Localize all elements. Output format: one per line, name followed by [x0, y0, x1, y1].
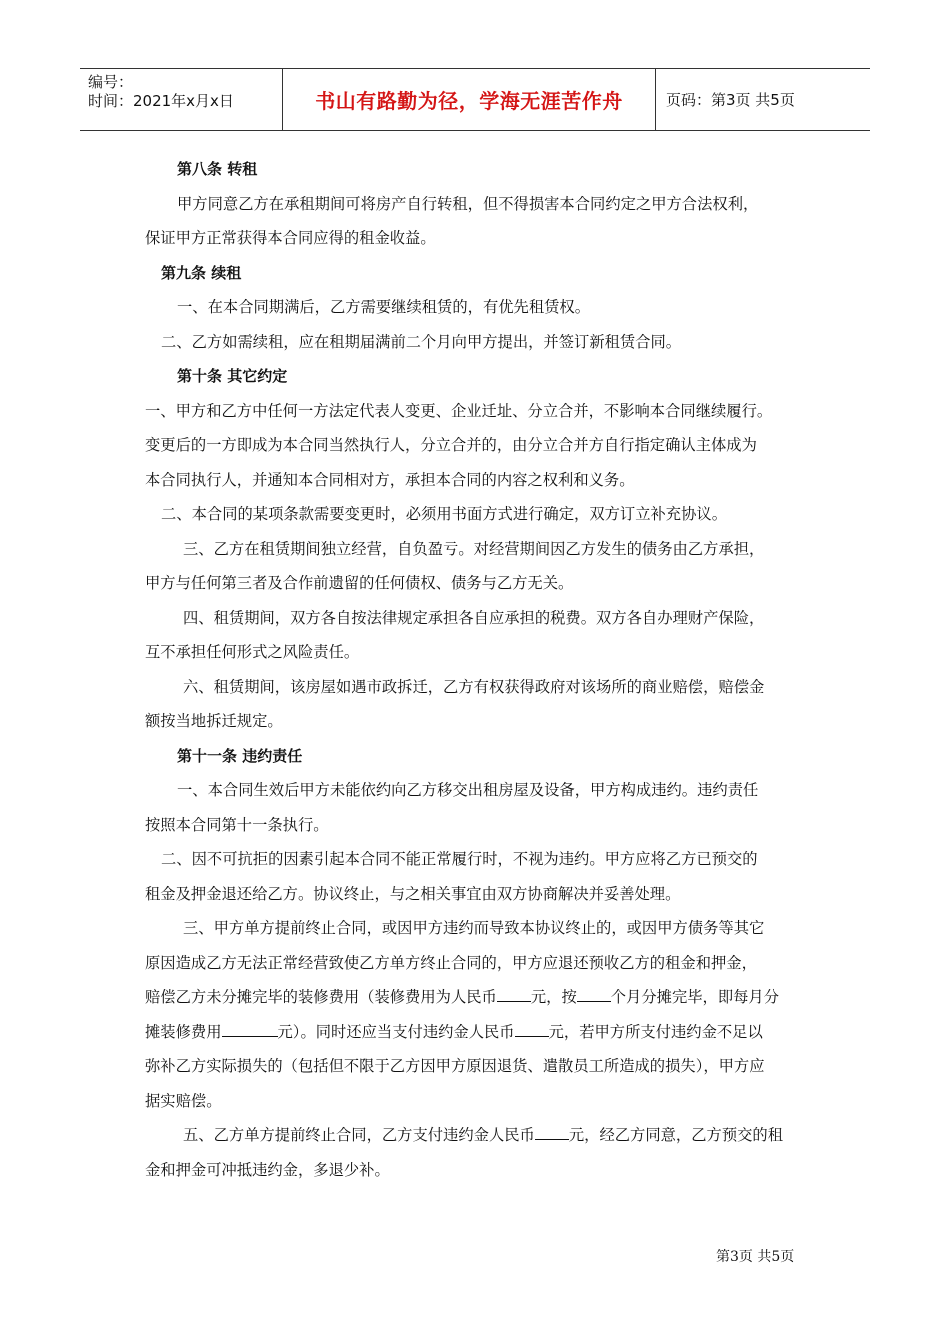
- page-header: [80, 68, 870, 131]
- fill-in-blank: [577, 987, 611, 1002]
- header-motto: 书山有路勤为径，学海无涯苦作舟: [315, 89, 623, 113]
- paragraph: 二、因不可抗拒的因素引起本合同不能正常履行时，不视为违约。甲方应将乙方已预交的: [161, 850, 758, 868]
- paragraph: 二、乙方如需续租，应在租期届满前二个月向甲方提出，并签订新租赁合同。: [161, 332, 682, 351]
- article-10-title: 第十条 其它约定: [177, 367, 288, 385]
- paragraph: 一、本合同生效后甲方未能依约向乙方移交出租房屋及设备，甲方构成违约。违约责任: [177, 781, 759, 799]
- paragraph: 六、租赁期间，该房屋如遇市政拆迁，乙方有权获得政府对该场所的商业赔偿，赔偿金: [183, 677, 765, 696]
- article-9-title: 第九条 续租: [161, 263, 242, 282]
- paragraph: 金和押金可冲抵违约金，多退少补。: [145, 1160, 390, 1179]
- text-segment: 个月分摊完毕，即每月分: [610, 988, 780, 1006]
- paragraph: 互不承担任何形式之风险责任。: [145, 643, 360, 661]
- paragraph: 甲方与任何第三者及合作前遗留的任何债权、债务与乙方无关。: [145, 574, 574, 592]
- document-body: [145, 152, 810, 1187]
- fill-in-blank: [222, 1022, 278, 1037]
- paragraph: 四、租赁期间，双方各自按法律规定承担各自应承担的税费。双方各自办理财产保险，: [183, 608, 765, 627]
- doc-date: 时间：2021年x月x日: [88, 92, 234, 110]
- paragraph: 额按当地拆迁规定。: [145, 712, 283, 730]
- fill-in-blank: [497, 987, 531, 1002]
- text-segment: 赔偿乙方未分摊完毕的装修费用（装修费用为人民币: [145, 988, 497, 1006]
- paragraph: 租金及押金退还给乙方。协议终止，与之相关事宜由双方协商解决并妥善处理。: [145, 884, 681, 903]
- paragraph-with-blanks: [145, 1118, 810, 1153]
- paragraph: 三、甲方单方提前终止合同，或因甲方违约而导致本协议终止的，或因甲方债务等其它: [183, 919, 765, 937]
- header-page-number: 页码：第3页 共5页: [666, 91, 795, 109]
- paragraph: 甲方同意乙方在承租期间可将房产自行转租，但不得损害本合同约定之甲方合法权利，: [177, 194, 759, 213]
- fill-in-blank: [515, 1022, 549, 1037]
- paragraph: 一、在本合同期满后，乙方需要继续租赁的，有优先租赁权。: [177, 298, 591, 316]
- header-page-info: [656, 69, 870, 130]
- doc-number-label: 编号：: [88, 73, 134, 91]
- header-motto-cell: [282, 69, 656, 130]
- text-segment: 五、乙方单方提前终止合同，乙方支付违约金人民币: [183, 1126, 535, 1144]
- paragraph: 本合同执行人，并通知本合同相对方，承担本合同的内容之权利和义务。: [145, 470, 635, 489]
- article-11-title: 第十一条 违约责任: [177, 746, 303, 765]
- paragraph: 一、甲方和乙方中任何一方法定代表人变更、企业迁址、分立合并，不影响本合同继续履行。: [145, 401, 773, 420]
- paragraph: 变更后的一方即成为本合同当然执行人，分立合并的，由分立合并方自行指定确认主体成为: [145, 436, 757, 454]
- paragraph: 原因造成乙方无法正常经营致使乙方单方终止合同的，甲方应退还预收乙方的租金和押金，: [145, 953, 757, 972]
- paragraph: 据实赔偿。: [145, 1091, 222, 1110]
- page-footer: 第3页 共5页: [716, 1249, 795, 1265]
- text-segment: 摊装修费用: [145, 1022, 222, 1041]
- paragraph: 按照本合同第十一条执行。: [145, 815, 329, 834]
- header-left: [80, 69, 282, 130]
- text-segment: 元，经乙方同意，乙方预交的租: [568, 1126, 784, 1144]
- text-segment: 元）。同时还应当支付违约金人民币: [277, 1022, 515, 1041]
- fill-in-blank: [535, 1125, 569, 1140]
- article-8-title: 第八条 转租: [177, 160, 258, 178]
- paragraph: 三、乙方在租赁期间独立经营，自负盈亏。对经营期间因乙方发生的债务由乙方承担，: [183, 539, 765, 558]
- paragraph: 弥补乙方实际损失的（包括但不限于乙方因甲方原因退货、遣散员工所造成的损失），甲方应: [145, 1057, 765, 1075]
- paragraph: 保证甲方正常获得本合同应得的租金收益。: [145, 229, 436, 247]
- paragraph-with-blanks: [145, 1015, 810, 1050]
- paragraph-with-blanks: [145, 980, 810, 1015]
- text-segment: 元，按: [530, 988, 577, 1006]
- paragraph: 二、本合同的某项条款需要变更时，必须用书面方式进行确定，双方订立补充协议。: [161, 505, 727, 523]
- text-segment: 元，若甲方所支付违约金不足以: [548, 1022, 763, 1041]
